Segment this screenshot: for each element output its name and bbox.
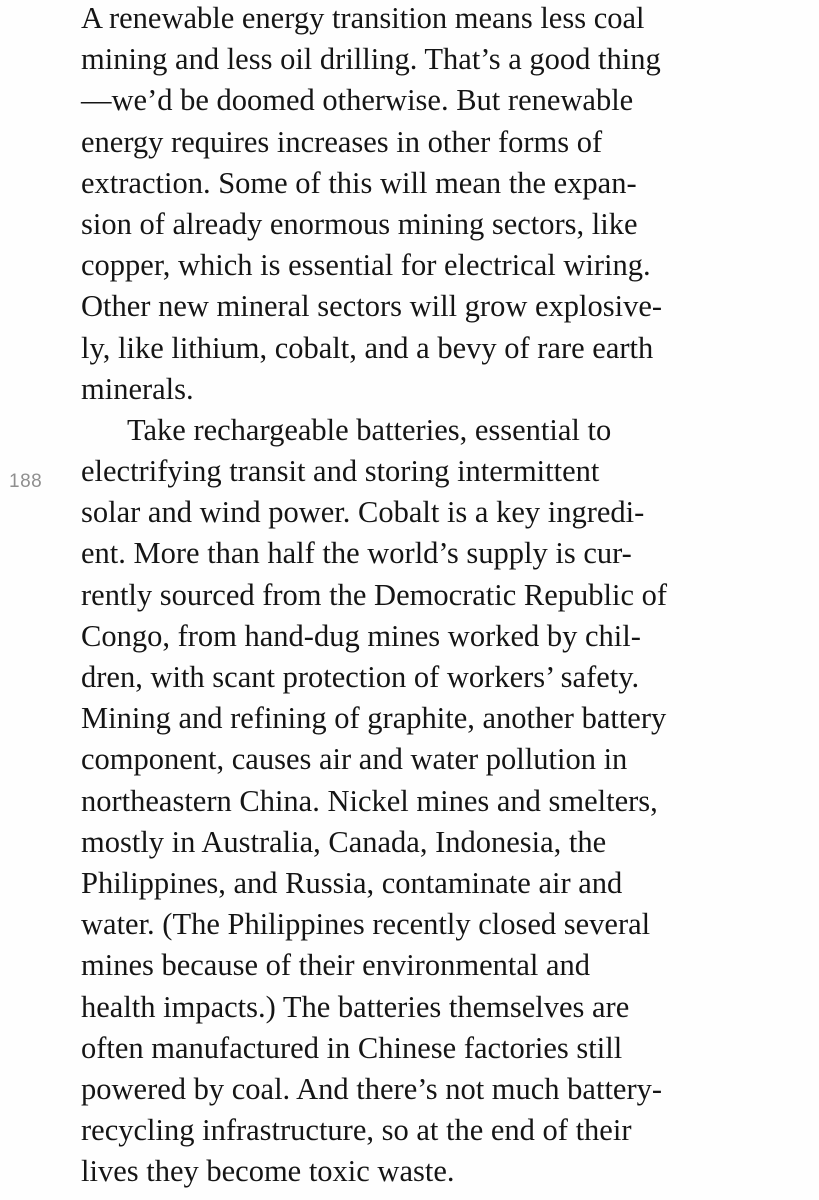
text-line: Other new mineral sectors will grow explosive- [81,289,663,324]
text-line: extraction. Some of this will mean the expan- [81,165,637,200]
text-line: Philippines, and Russia, contaminate air and [81,865,623,900]
text-line: Take rechargeable batteries, essential to [127,412,612,447]
body-text [81,0,811,1192]
text-line: minerals. [81,371,194,406]
text-line: northeastern China. Nickel mines and smelters, [81,783,658,818]
text-line: recycling infrastructure, so at the end of their [81,1113,632,1148]
text-line: mines because of their environmental and [81,948,590,983]
text-line: health impacts.) The batteries themselves are [81,989,630,1024]
text-line: dren, with scant protection of workers’ safety. [81,660,640,694]
page-number: 188 [9,471,43,492]
paragraph-1 [81,0,811,410]
paragraph-2 [81,410,811,1193]
text-line: powered by coal. And there’s not much battery- [81,1071,663,1106]
text-line: mostly in Australia, Canada, Indonesia, the [81,824,607,859]
text-line: mining and less oil drilling. That’s a good thing [81,42,661,77]
text-line: rently sourced from the Democratic Republic of [81,577,668,612]
text-line: component, causes air and water pollution in [81,742,628,777]
text-line: Mining and refining of graphite, another battery [81,701,667,736]
text-line: ent. More than half the world’s supply is cur- [81,536,632,571]
text-line: energy requires increases in other forms of [81,124,603,159]
text-line: —we’d be doomed otherwise. But renewable [81,83,634,118]
text-line: water. (The Philippines recently closed several [81,907,651,942]
text-line: solar and wind power. Cobalt is a key ingredi- [81,495,645,530]
text-line: sion of already enormous mining sectors, like [81,206,638,241]
text-line: copper, which is essential for electrical wiring. [81,248,651,283]
text-line: Congo, from hand-dug mines worked by chil- [81,618,641,653]
text-line: A renewable energy transition means less coal [81,1,645,35]
text-line: ly, like lithium, cobalt, and a bevy of rare earth [81,330,654,365]
text-line: electrifying transit and storing intermittent [81,454,600,489]
text-line: often manufactured in Chinese factories still [81,1030,623,1065]
text-line: lives they become toxic waste. [81,1154,455,1189]
